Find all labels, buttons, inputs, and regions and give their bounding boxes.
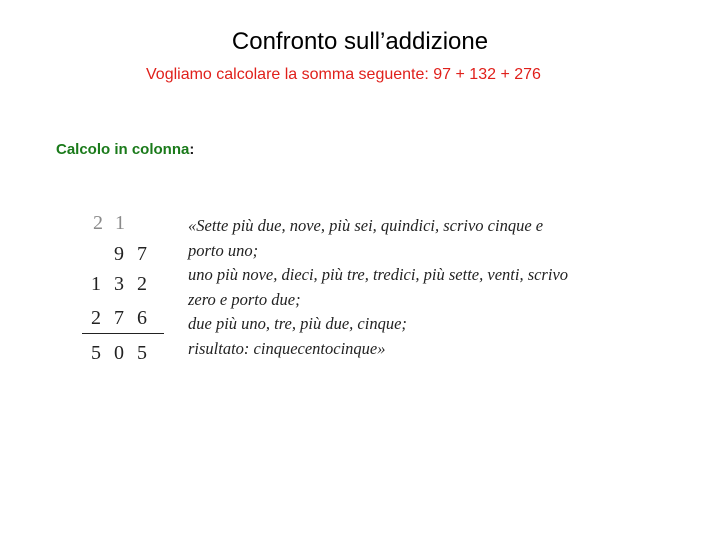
addend-digit: 2: [91, 307, 101, 329]
result-digit: 0: [114, 342, 124, 364]
result-row: [82, 342, 172, 368]
column-sum: [82, 212, 172, 372]
addend-row: [82, 273, 172, 299]
addend-digit: 3: [114, 273, 124, 295]
explanation-line: risultato: cinquecentocinque»: [188, 338, 386, 358]
sum-rule: [82, 333, 164, 334]
section-label: Calcolo in colonna: [56, 141, 190, 158]
result-digit: 5: [137, 342, 147, 364]
addend-digit: 2: [137, 273, 147, 295]
section-heading: [56, 141, 194, 158]
addend-digit: 1: [91, 273, 101, 295]
slide-title: Confronto sull’addizione: [231, 28, 489, 55]
addend-digit: 7: [114, 307, 124, 329]
slide-subtitle: Vogliamo calcolare la somma seguente: 97 + 132 + 276: [146, 66, 541, 83]
addend-row: [82, 307, 172, 333]
addend-digit: 9: [114, 243, 124, 265]
section-colon: :: [189, 141, 195, 158]
carry-digit: 1: [115, 212, 125, 234]
explanation-line: porto uno;: [188, 240, 259, 260]
explanation-line: uno più nove, dieci, più tre, tredici, più sette, venti, scrivo: [188, 265, 569, 284]
addend-digit: 7: [137, 243, 147, 265]
explanation-line: zero e porto due;: [188, 289, 301, 309]
addend-digit: 6: [137, 307, 147, 329]
result-digit: 5: [91, 342, 101, 364]
explanation-line: «Sette più due, nove, più sei, quindici, scrivo cinque e: [188, 216, 544, 235]
addend-row: [82, 243, 172, 269]
carry-digit: 2: [93, 212, 103, 234]
explanation-line: due più uno, tre, più due, cinque;: [188, 314, 407, 333]
carry-row: [82, 212, 172, 238]
explanation-text: [188, 214, 648, 361]
